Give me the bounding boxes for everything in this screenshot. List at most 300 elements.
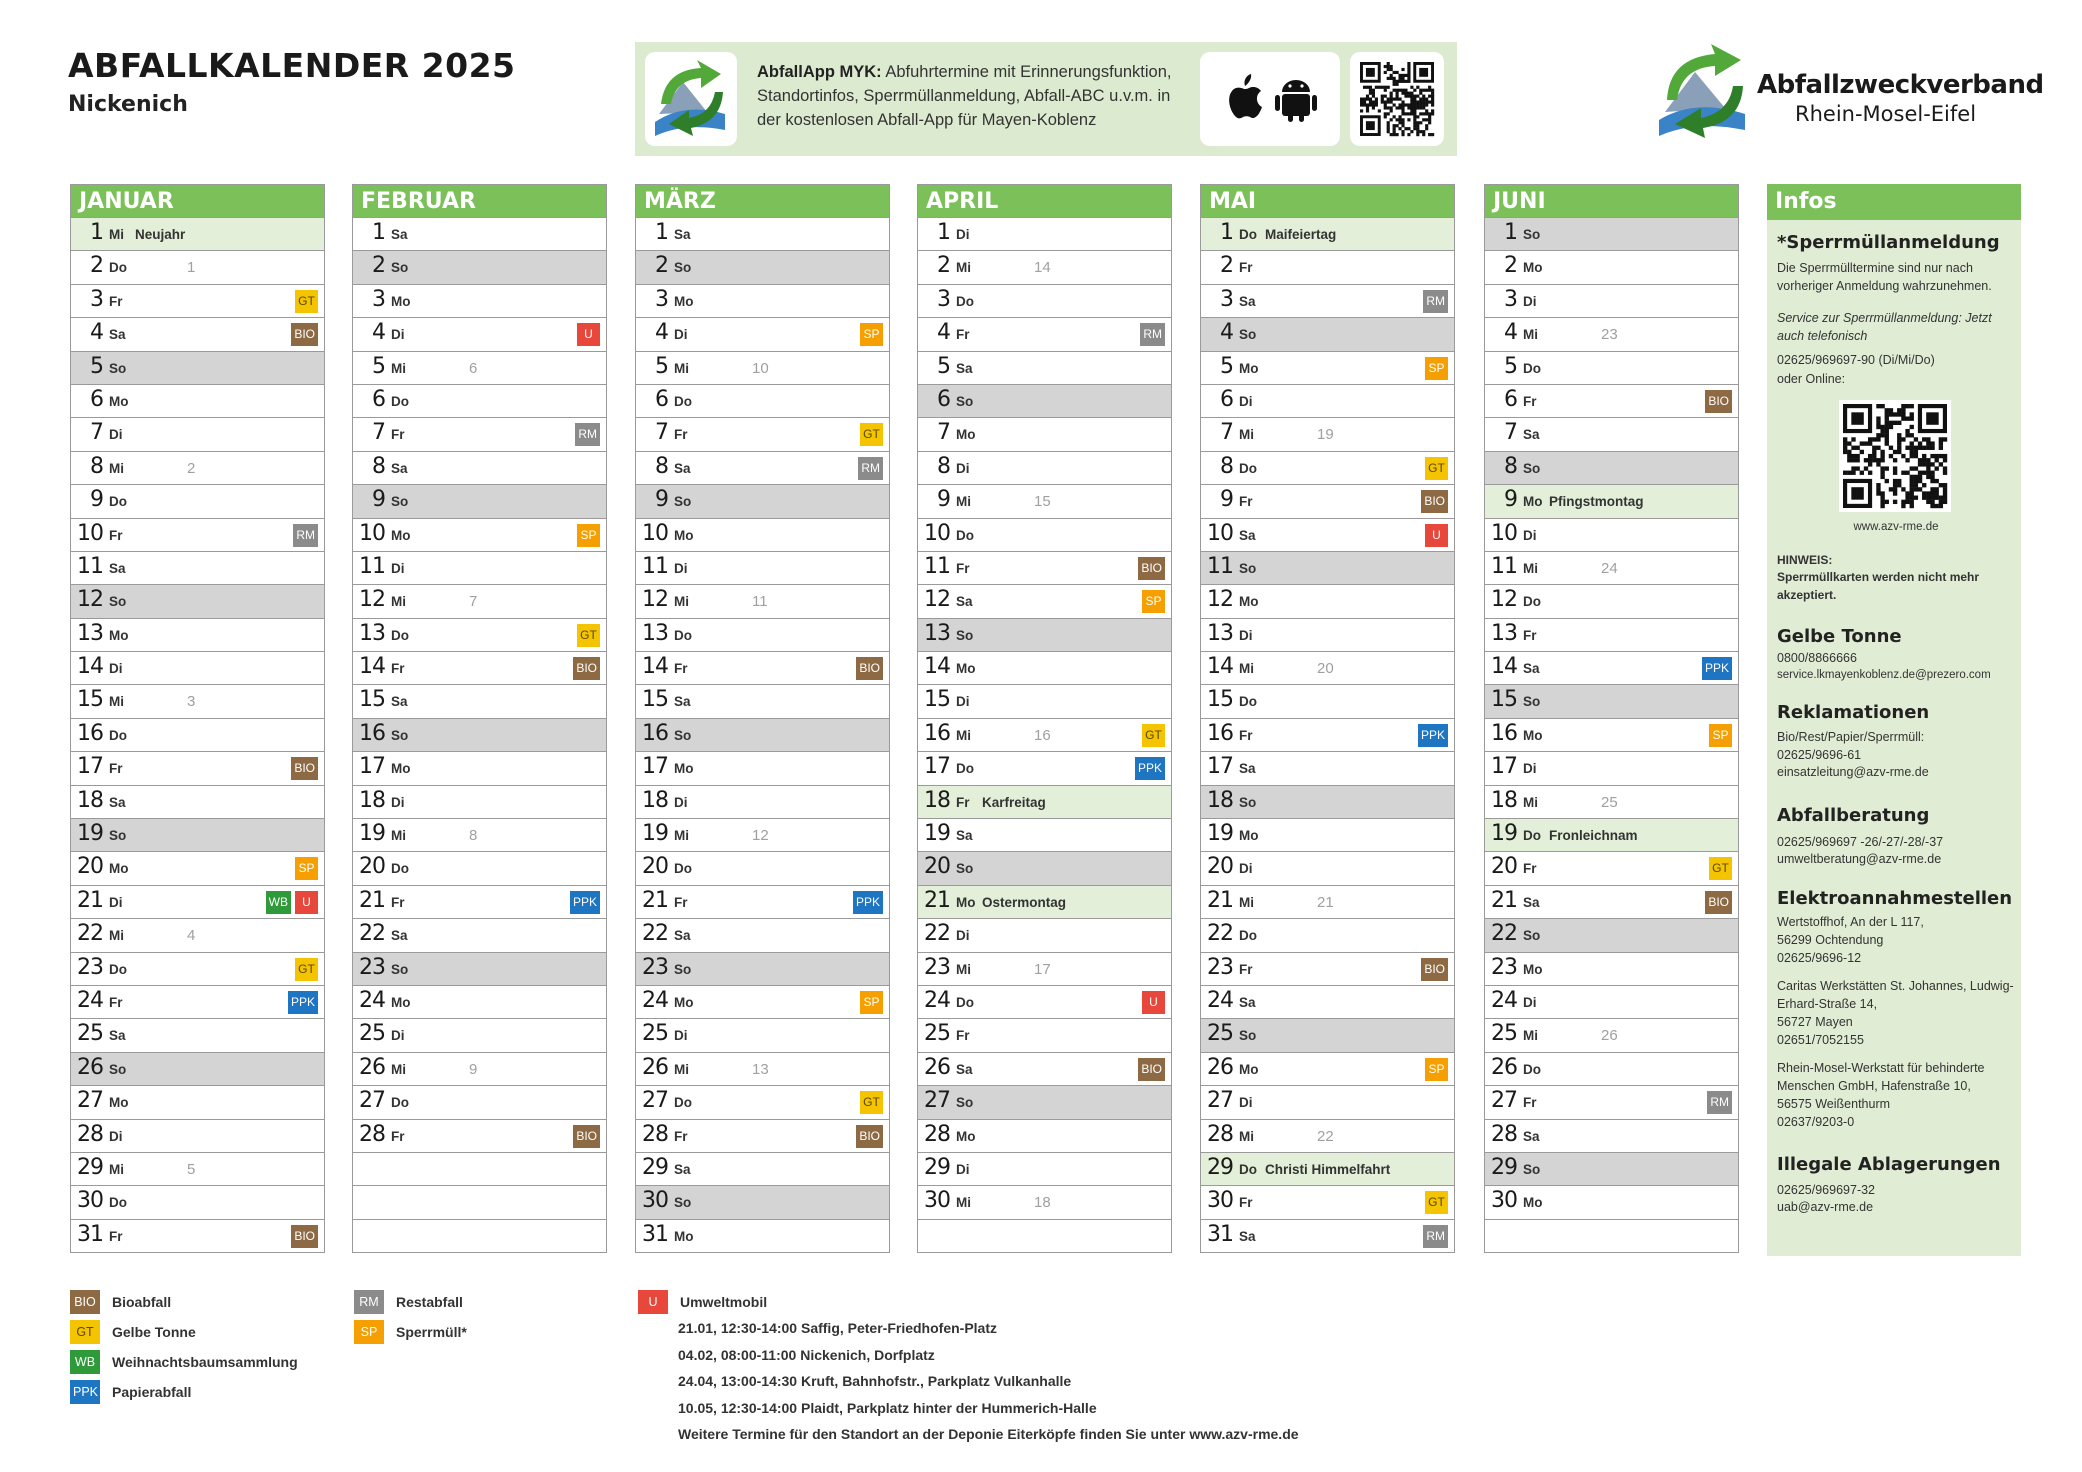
day-number: 15 [77,687,103,713]
day-number: 5 [937,353,950,379]
weekday: So [956,1095,974,1111]
reklamationen-phone: 02625/9696-61 [1777,748,1862,762]
day-row [1485,551,1738,584]
illegal-mail[interactable]: uab@azv-rme.de [1777,1200,1874,1214]
weekday: Di [109,427,123,443]
day-row [353,451,606,484]
page-subtitle: Nickenich [68,92,188,117]
weekday: Sa [674,227,691,242]
sperr-url[interactable]: www.azv-rme.de [1853,521,1939,533]
badge-gt: GT [1425,1191,1448,1214]
day-row [636,284,889,317]
day-number: 27 [1207,1088,1233,1114]
day-row [918,217,1171,250]
weekday: Sa [109,327,126,343]
day-row [1485,417,1738,450]
day-row [353,818,606,851]
day-number: 21 [642,887,668,913]
day-number: 27 [1491,1088,1517,1114]
day-row [918,1052,1171,1085]
day-number: 1 [1504,220,1517,245]
day-number: 16 [1491,720,1517,746]
weekday: Mo [109,861,129,877]
day-row [353,1119,606,1152]
badge-rm: RM [1423,1225,1448,1248]
day-number: 21 [1207,887,1233,913]
day-row [918,1085,1171,1118]
collection-badges [1707,1091,1732,1114]
day-number: 18 [77,787,103,813]
badge-wb: WB [266,891,291,914]
collection-badges [570,891,600,914]
day-number: 14 [77,654,103,680]
week-number: 9 [469,1060,478,1078]
day-row [636,417,889,450]
weekday: Di [674,327,688,343]
day-number: 7 [90,420,103,446]
day-number: 3 [90,286,103,312]
weekday: Mi [391,594,406,610]
weekday: Fr [956,327,970,343]
gelbe-tonne-phone: 0800/8866666 [1777,651,1857,665]
day-row [353,718,606,751]
day-number: 17 [77,754,103,780]
week-number: 13 [752,1060,769,1078]
weekday: Mo [674,761,694,777]
weekday: Sa [674,1161,691,1177]
day-row [71,317,324,350]
weekday: Mi [109,227,124,242]
weekday: Do [109,961,127,977]
weekday: Mo [1239,1061,1259,1077]
weekday: Mo [1239,828,1259,844]
week-number: 18 [1034,1194,1051,1212]
weekday: Di [1239,627,1253,643]
badge-ppk: PPK [853,891,883,914]
week-number: 14 [1034,259,1051,277]
day-row [353,351,606,384]
day-number: 9 [90,487,103,513]
day-row [918,718,1171,751]
day-row [353,250,606,283]
weekday: Do [674,627,692,643]
day-number: 19 [924,821,950,847]
weekday: Fr [109,761,123,777]
day-row [71,985,324,1018]
apple-icon[interactable] [1229,74,1262,118]
weekday: Do [956,527,974,543]
day-number: 12 [642,587,668,613]
day-row [1485,384,1738,417]
week-number: 10 [752,359,769,377]
collection-badges [1142,991,1165,1014]
day-number: 19 [359,821,385,847]
day-number: 11 [1207,553,1233,579]
weekday: Mo [956,427,976,443]
weekday: Fr [956,560,970,576]
weekday: Do [1523,1061,1541,1077]
app-store-links[interactable] [1200,52,1340,146]
day-row [918,1018,1171,1051]
holiday-label: Fronleichnam [1549,828,1638,844]
day-row [1201,1052,1454,1085]
weekday: So [391,494,409,510]
day-number: 4 [937,320,950,346]
weekday: Sa [109,794,126,810]
day-row [1201,284,1454,317]
collection-badges [295,290,318,313]
collection-badges [575,423,600,446]
reklamationen-sub: Bio/Rest/Papier/Sperrmüll: [1777,730,1925,744]
weekday: So [674,1195,692,1211]
day-number: 25 [1207,1021,1233,1047]
week-number: 16 [1034,726,1051,744]
day-row [353,1085,606,1118]
weekday: Mo [109,1095,129,1111]
weekday: Mo [956,894,976,910]
day-row [918,1185,1171,1218]
weekday: Sa [674,928,691,944]
holiday-label: Maifeiertag [1265,227,1337,242]
elektro-1-phone: 02625/9696-12 [1777,951,1862,965]
badge-gt: GT [577,624,600,647]
abfallberatung-mail[interactable]: umweltberatung@azv-rme.de [1777,852,1942,866]
day-row [636,918,889,951]
gelbe-tonne-mail[interactable]: service.lkmayenkoblenz.de@prezero.com [1777,669,1991,681]
day-number: 24 [77,987,103,1013]
day-row [1201,1085,1454,1118]
day-number: 3 [372,286,385,312]
day-number: 7 [655,420,668,446]
weekday: Do [391,627,409,643]
day-row [71,551,324,584]
weekday: Di [109,894,123,910]
day-number: 18 [359,787,385,813]
day-row [71,1052,324,1085]
day-row [353,1185,606,1218]
day-row [1201,1119,1454,1152]
weekday: Mo [391,994,411,1010]
day-row [636,317,889,350]
day-number: 9 [372,487,385,513]
weekday: Mo [674,293,694,309]
day-number: 4 [655,320,668,346]
day-number: 2 [937,253,950,279]
day-row [918,518,1171,551]
day-number: 15 [642,687,668,713]
weekday: Mi [674,360,689,376]
day-number: 8 [1504,453,1517,479]
day-row [71,1185,324,1218]
week-number: 4 [187,927,196,945]
day-row [1485,1185,1738,1218]
collection-badges [295,958,318,981]
collection-badges [577,624,600,647]
day-row [71,417,324,450]
day-number: 29 [1207,1154,1233,1180]
sperr-service: Service zur Sperrmüllanmeldung: Jetzt auch telefonisch [1777,311,1992,343]
week-number: 22 [1317,1127,1334,1145]
week-number: 23 [1601,326,1618,344]
day-row [636,751,889,784]
day-row [636,1185,889,1218]
day-number: 17 [924,754,950,780]
app-logo-icon [645,52,737,146]
weekday: Mi [674,828,689,844]
day-row [636,785,889,818]
weekday: So [109,828,127,844]
day-number: 15 [924,687,950,713]
qr-code-icon[interactable] [1350,52,1444,146]
collection-badges [577,524,600,547]
day-row [1485,952,1738,985]
day-number: 16 [924,720,950,746]
day-row [636,885,889,918]
day-number: 7 [372,420,385,446]
weekday: Do [109,727,127,743]
weekday: So [391,727,409,743]
day-row [1485,785,1738,818]
day-row [1201,317,1454,350]
day-number: 3 [937,286,950,312]
weekday: Sa [391,460,408,476]
day-row [1485,217,1738,250]
day-number: 13 [77,620,103,646]
collection-badges [1425,457,1448,480]
day-row [1485,451,1738,484]
umweltmobil-line: Weitere Termine für den Standort an der Deponie Eiterköpfe finden Sie unter www.azv-rme.de [678,1426,1299,1442]
day-number: 15 [1491,687,1517,713]
day-row [353,918,606,951]
weekday: So [956,861,974,877]
elektro-2-name: Caritas Werkstätten St. Johannes, Ludwig-Erhard-Straße 14, [1777,979,2014,1011]
weekday: Do [674,1095,692,1111]
weekday: Sa [1523,661,1540,677]
collection-badges [1425,357,1448,380]
day-row [1485,718,1738,751]
weekday: Mi [1239,427,1254,443]
weekday: Di [674,794,688,810]
elektro-title: Elektroannahmestellen [1777,888,2013,909]
weekday: Do [674,861,692,877]
org-name: Abfallzweckverband [1757,70,2044,100]
day-row [636,484,889,517]
day-number: 1 [937,220,950,245]
collection-badges [1138,557,1165,580]
day-number: 5 [372,353,385,379]
weekday: Do [1523,594,1541,610]
day-number: 23 [1491,954,1517,980]
weekday: Di [109,1128,123,1144]
weekday: Mo [109,627,129,643]
day-row [918,618,1171,651]
day-number: 12 [1207,587,1233,613]
week-number: 24 [1601,559,1618,577]
weekday: Fr [1239,727,1253,743]
weekday: So [674,494,692,510]
badge-u: U [1425,524,1448,547]
day-number: 22 [1491,921,1517,947]
day-number: 10 [924,520,950,546]
legend-badge: SP [354,1320,384,1344]
weekday: So [391,961,409,977]
day-row [353,851,606,884]
day-number: 15 [1207,687,1233,713]
collection-badges [1709,724,1732,747]
weekday: So [674,260,692,276]
day-number: 28 [924,1121,950,1147]
weekday: Mi [674,594,689,610]
day-number: 14 [1491,654,1517,680]
weekday: So [674,727,692,743]
day-number: 16 [359,720,385,746]
day-number: 28 [359,1121,385,1147]
day-row [71,518,324,551]
weekday: Fr [1239,260,1253,276]
weekday: So [1239,794,1257,810]
day-row [1485,1052,1738,1085]
day-number: 26 [359,1054,385,1080]
day-number: 31 [642,1221,668,1247]
weekday: Do [956,761,974,777]
day-row [1485,284,1738,317]
day-number: 14 [924,654,950,680]
day-number: 13 [642,620,668,646]
weekday: Fr [674,427,688,443]
badge-u: U [1142,991,1165,1014]
weekday: Mi [956,260,971,276]
weekday: Di [391,794,405,810]
day-row [71,1085,324,1118]
weekday: Di [956,460,970,476]
weekday: So [109,1061,127,1077]
weekday: So [956,393,974,409]
weekday: Di [956,928,970,944]
badge-rm: RM [858,457,883,480]
day-row [636,684,889,717]
day-row [71,918,324,951]
day-number: 7 [1220,420,1233,446]
day-number: 10 [642,520,668,546]
day-row [353,1219,606,1252]
week-number: 7 [469,593,478,611]
day-number: 11 [642,553,668,579]
day-row [71,1152,324,1185]
day-row [918,451,1171,484]
day-row [636,985,889,1018]
collection-badges [860,991,883,1014]
day-number: 30 [924,1188,950,1214]
badge-rm: RM [1140,323,1165,346]
badge-rm: RM [1707,1091,1732,1114]
legend-badge: GT [70,1320,100,1344]
day-number: 14 [642,654,668,680]
day-row [71,651,324,684]
hinweis-text: Sperrmüllkarten werden nicht mehr akzeptiert. [1777,570,1980,602]
weekday: So [1523,227,1541,242]
weekday: Mi [956,1195,971,1211]
day-number: 25 [1491,1021,1517,1047]
collection-badges [573,657,600,680]
app-banner[interactable] [635,42,1457,156]
badge-sp: SP [1425,1058,1448,1081]
day-row [71,351,324,384]
weekday: Mo [1523,260,1543,276]
day-row [1201,751,1454,784]
weekday: So [1239,1028,1257,1044]
sperr-text: Die Sperrmülltermine sind nur nach vorheriger Anmeldung wahrzunehmen. [1777,261,1992,293]
day-number: 10 [1207,520,1233,546]
qr-code-icon[interactable] [1839,400,1951,512]
day-number: 6 [655,386,668,412]
weekday: Sa [1523,1128,1540,1144]
weekday: Mo [1523,494,1543,510]
elektro-3-city: 56575 Weißenthurm [1777,1097,1891,1111]
weekday: Fr [1239,1195,1253,1211]
weekday: Sa [1239,1228,1256,1244]
day-row [1201,351,1454,384]
day-row [353,651,606,684]
day-row [1201,584,1454,617]
day-row [918,250,1171,283]
month-1 [352,184,607,1253]
weekday: Do [109,494,127,510]
collection-badges [1421,958,1448,981]
day-number: 17 [1207,754,1233,780]
reklamationen-mail[interactable]: einsatzleitung@azv-rme.de [1777,765,1929,779]
android-icon[interactable] [1275,80,1317,122]
elektro-3-phone: 02637/9203-0 [1777,1115,1855,1129]
day-row [1485,918,1738,951]
collection-badges [1705,891,1732,914]
weekday: Mi [674,1061,689,1077]
day-number: 20 [642,854,668,880]
day-row [1201,1018,1454,1051]
day-number: 5 [1504,353,1517,379]
day-row [1201,217,1454,250]
day-row [1485,351,1738,384]
month-4 [1200,184,1455,1253]
day-number: 24 [924,987,950,1013]
day-row [918,551,1171,584]
day-row [71,484,324,517]
day-number: 26 [642,1054,668,1080]
day-row [71,384,324,417]
day-row [918,1152,1171,1185]
day-row [1201,451,1454,484]
day-row [636,851,889,884]
day-number: 16 [77,720,103,746]
collection-badges [858,457,883,480]
day-number: 25 [77,1021,103,1047]
month-title: APRIL [918,185,1171,217]
day-row [353,1152,606,1185]
weekday: So [1523,460,1541,476]
weekday: Fr [674,894,688,910]
day-number: 15 [359,687,385,713]
day-row [353,785,606,818]
day-row [71,284,324,317]
week-number: 8 [469,827,478,845]
holiday-label: Pfingstmontag [1549,494,1644,510]
weekday: Mo [674,994,694,1010]
day-row [71,250,324,283]
weekday: Fr [956,1028,970,1044]
weekday: Fr [956,794,970,810]
day-number: 11 [1491,553,1517,579]
day-row [636,718,889,751]
day-number: 23 [924,954,950,980]
